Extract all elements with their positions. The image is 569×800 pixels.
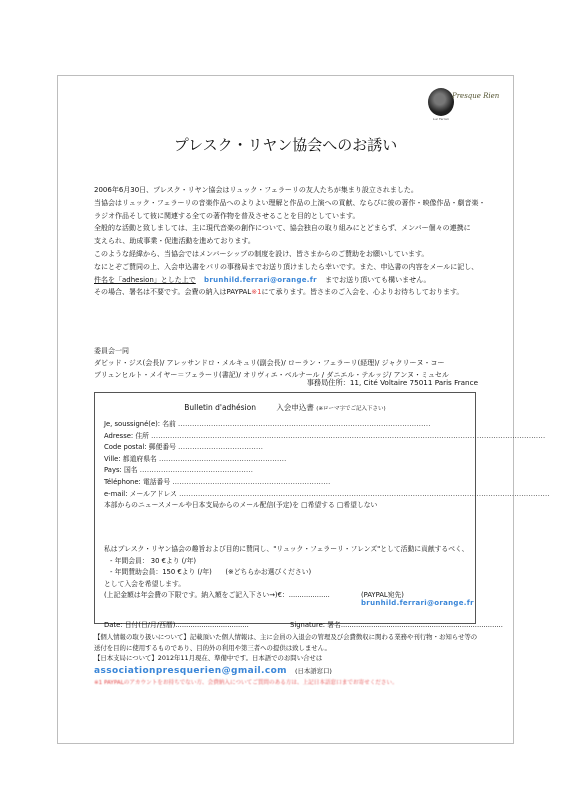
name-field[interactable]: [104, 419, 474, 431]
date-field[interactable]: Date: 日付(日/月/西暦)..................................: [104, 621, 249, 629]
field-dots: ....................................: [178, 443, 264, 452]
footnote-mark: ※1: [251, 288, 262, 297]
form-fields: [104, 419, 550, 512]
amount-field[interactable]: (上記金額は年会費の下限です。納入額をご記入下さい→)€：...................: [104, 591, 330, 600]
contact-email-link[interactable]: brunhild.ferrari@orange.fr: [204, 275, 317, 284]
field-label: Code postal: 郵便番号: [104, 443, 176, 452]
office-address: 事務局住所：11, Cité Voltaire 75011 Paris France: [306, 378, 478, 387]
newsletter-option[interactable]: 本部からのニュースメールや日本支局からのメール配信(予定)を □希望する □希望しない: [104, 501, 378, 510]
footer-notes: [94, 632, 504, 688]
privacy-note: 【個人情報の取り扱いについて】記載頂いた個人情報は、主に会員の入退会の管理及び会費徴収に関わる業務や刊行物・お知らせ等の: [94, 633, 478, 641]
paypal-label: (PAYPAL宛先): [361, 591, 404, 599]
membership-form: [94, 392, 550, 629]
supporting-member-option[interactable]: - 年間賛助会員：150 €より (/年) (※どちらかお選びください): [110, 568, 312, 577]
form-title-note: (※ローマ字でご記入下さい): [316, 406, 386, 412]
city-field[interactable]: [104, 454, 474, 466]
field-dots: ................................................: [139, 466, 254, 475]
country-field[interactable]: [104, 465, 474, 477]
field-label: Adresse: 住所: [104, 431, 149, 440]
intro-line: [94, 274, 499, 287]
declaration-block: [104, 544, 469, 602]
declaration-line: 私はプレスク・リヤン協会の趣旨および目的に賛同し、"リュック・フェラーリ・フレンズ"として活動に貢献するべく、: [104, 545, 469, 553]
field-label: Téléphone: 電話番号: [104, 477, 171, 486]
field-label: Ville: 都道府県名: [104, 454, 157, 463]
committee-block: [94, 345, 449, 381]
intro-line: [94, 286, 499, 299]
document-page: [57, 75, 550, 744]
association-logo: [428, 88, 500, 121]
japan-branch-note: 【日本支局について】2012年11月現在、準備中です。日本語でのお問い合せは: [94, 654, 323, 663]
form-title-fr: Bulletin d'adhésion: [184, 403, 257, 412]
address-field[interactable]: [104, 431, 546, 443]
contact-line: [94, 664, 504, 678]
intro-text-fragment: にて承ります。皆さまのご入会を、心よりお待ちしております。: [261, 288, 464, 297]
committee-heading: 委員会一同: [94, 347, 129, 355]
field-label: Je, soussigné(e): 名前: [104, 420, 176, 428]
field-dots: ......................................................: [158, 454, 287, 463]
contact-email-link[interactable]: associationpresquerien@gmail.com: [94, 665, 287, 676]
field-label: Pays: 国名: [104, 466, 138, 475]
intro-line: 全般的な活動と致しましては、主に現代音楽の創作について、協会独自の取り組みにとどまらず、メンバー個々の連携に: [94, 224, 471, 233]
paypal-email-link[interactable]: brunhild.ferrari@orange.fr: [361, 599, 474, 607]
field-label: e-mail: メールアドレス: [104, 489, 177, 498]
email-field[interactable]: [104, 489, 550, 501]
postal-code-field[interactable]: [104, 442, 474, 454]
declaration-line: として入会を希望します。: [104, 579, 186, 588]
intro-line: 当協会はリュック・フェラーリの音楽作品へのよりよい理解と作品の上演への貢献、ならびに彼の著作・映像作品・劇音楽・: [94, 198, 486, 207]
signature-field[interactable]: Signature: 署名...........................................................................: [290, 621, 503, 629]
form-title-jp: 入会申込書: [276, 403, 314, 412]
intro-text: [94, 184, 499, 299]
field-dots: .............................................................................................................................................................: [179, 489, 550, 498]
intro-text-fragment: その場合、署名は不要です。会費の納入はPAYPAL: [94, 288, 252, 297]
paypal-footnote: ※1 PAYPALのアカウントをお持ちでない方、会費納入についてご質問のある方は、上記日本語窓口までお寄せください。: [94, 679, 398, 686]
page-title: プレスク・リヤン協会へのお誘い: [173, 136, 398, 154]
committee-members: ダビッド・ジス(会長)/ アレッサンドロ・メルキュリ(副会長)/ ローラン・フェラーリ(経理)/ ジャクリーヌ・コー: [94, 359, 445, 367]
intro-line: 2006年6月30日、プレスク・リヤン協会はリュック・フェラーリの友人たちが集まり設立されました。: [94, 186, 418, 194]
field-dots: ...........................................................................................................: [178, 420, 431, 428]
committee-members: ブリュンヒルト・メイヤー＝フェラーリ(書記)/ オリヴィエ・ベルナール / ダニエル・テルッジ/ アンヌ・ミュセル: [94, 371, 449, 379]
intro-line: このような経緯から、当協会ではメンバーシップの制度を設け、皆さまからのご賛助をお願いしています。: [94, 249, 429, 258]
logo-sub: Luc Ferrari: [433, 117, 449, 121]
intro-line: なにとぞご賛同の上、入会申込書をパリの事務局までお送り頂けましたら幸いです。また、申込書の内容をメールに記し、: [94, 262, 479, 271]
phone-field[interactable]: [104, 477, 474, 489]
intro-line: ラジオ作品そして彼に関連する全ての著作物を普及させることを目的としています。: [94, 211, 360, 220]
field-dots: .......................................................................................................................................................................: [151, 431, 546, 440]
portrait-image: [428, 88, 454, 116]
intro-line: 支えられ、助成事業・促進活動を進めております。: [94, 237, 255, 246]
subject-instruction: 件名を「adhesion」とした上で: [94, 275, 196, 284]
intro-text-fragment: までお送り頂いても構いません。: [325, 275, 431, 284]
logo-name: Presque Rien: [452, 92, 500, 100]
privacy-note: 送付を目的に使用するものであり、目的外の利用や第三者への提供は致しません。: [94, 643, 331, 652]
contact-label: (日本語窓口): [294, 666, 332, 675]
form-title: [95, 402, 475, 413]
annual-member-option[interactable]: - 年間会員： 30 €より (/年): [110, 556, 197, 565]
field-dots: ...................................................................: [172, 477, 331, 486]
